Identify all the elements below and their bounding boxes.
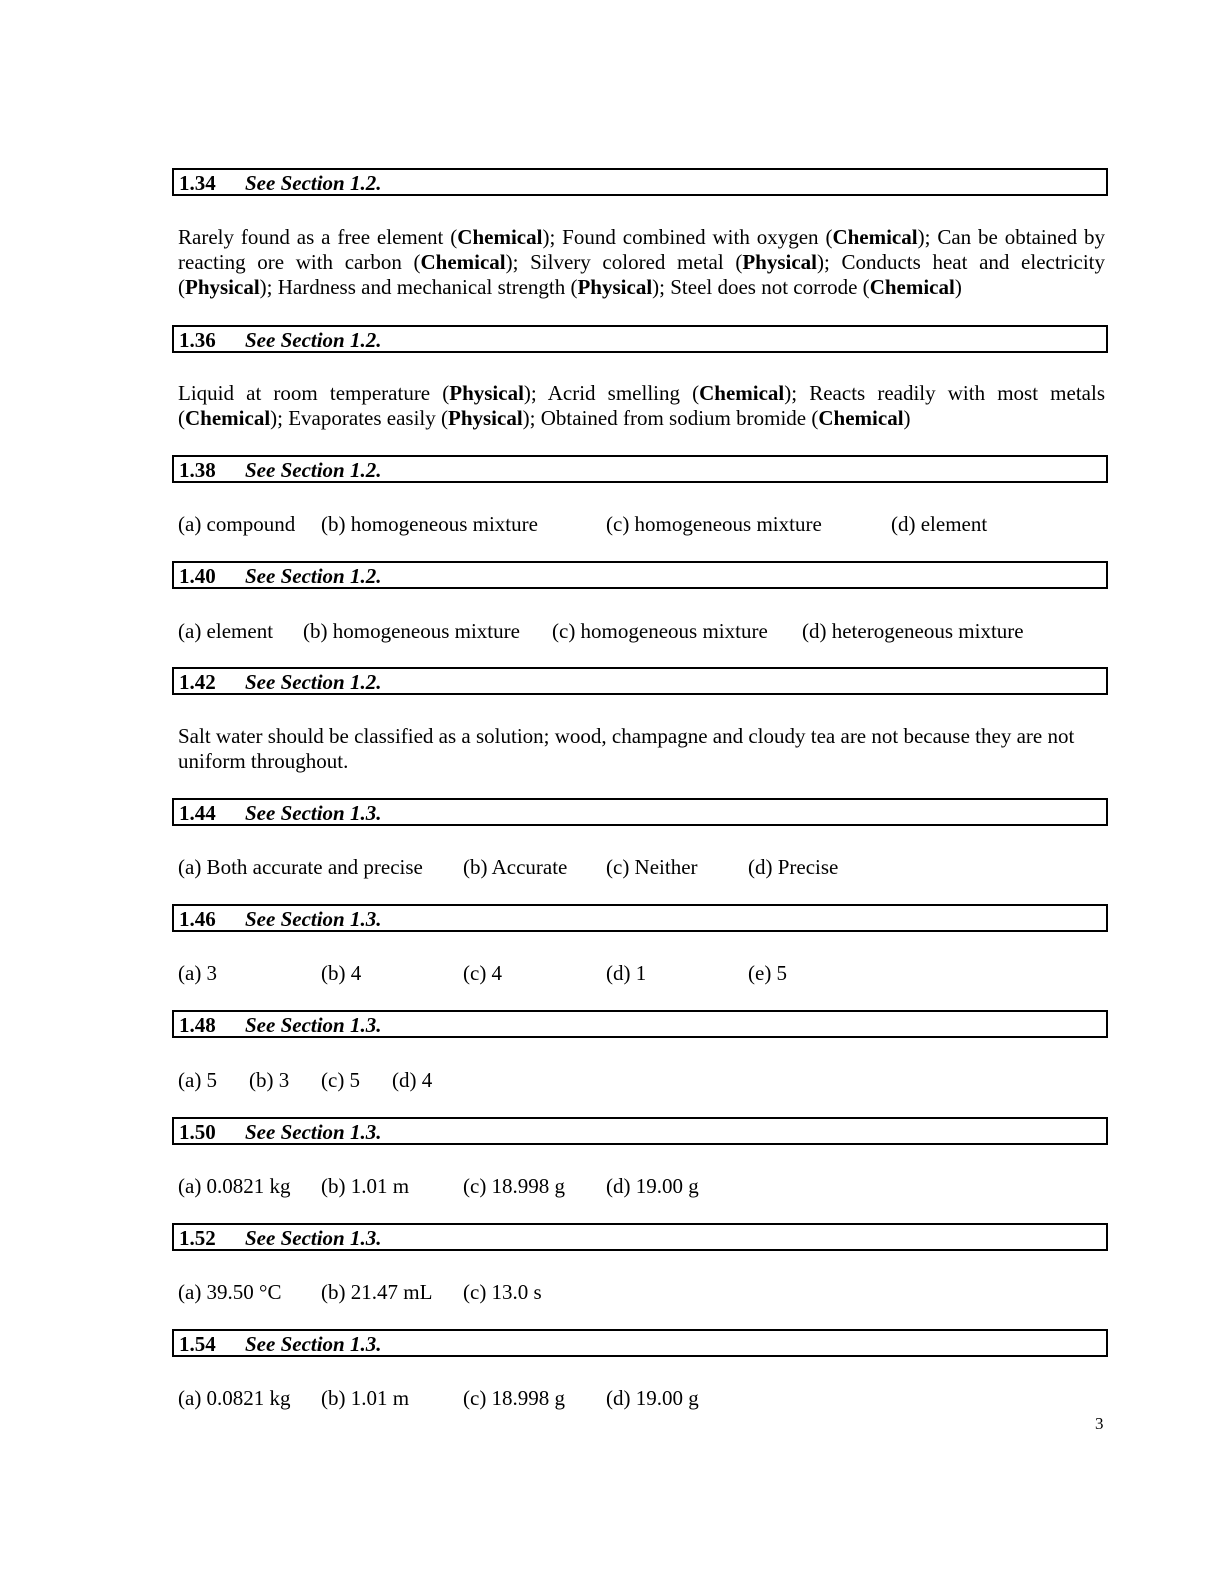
section-reference: See Section 1.2.	[245, 670, 382, 694]
section-reference: See Section 1.2.	[245, 171, 382, 195]
answer-item: (c) 5	[321, 1068, 361, 1092]
property-label: Physical	[448, 406, 523, 430]
answer-item: (d) heterogeneous mixture	[802, 619, 1024, 643]
text-run: ); Can be obtained by reacting ore with carbon (	[178, 225, 1105, 274]
section-number: 1.42	[179, 670, 216, 694]
section-reference: See Section 1.3.	[245, 907, 382, 931]
answer-item: (d) element	[891, 512, 988, 536]
text-run: ); Found combined with oxygen (	[542, 225, 833, 249]
answer-item: (d) 19.00 g	[606, 1386, 699, 1410]
answer-item: (b) 1.01 m	[321, 1174, 410, 1198]
section-number: 1.48	[179, 1013, 216, 1037]
section-number: 1.40	[179, 564, 216, 588]
section-header	[172, 325, 1108, 353]
answer-item: (a) Both accurate and precise	[178, 855, 423, 879]
section-number: 1.46	[179, 907, 216, 931]
property-label: Chemical	[869, 275, 955, 299]
answer-item: (d) 19.00 g	[606, 1174, 699, 1198]
section-number: 1.38	[179, 458, 216, 482]
section-reference: See Section 1.2.	[245, 564, 382, 588]
text-run: )	[954, 275, 962, 299]
property-label: Physical	[449, 381, 524, 405]
text-run: ); Acrid smelling (	[523, 381, 700, 405]
section-header	[172, 561, 1108, 589]
answer-item: (c) homogeneous mixture	[552, 619, 768, 643]
text-run: ); Conducts heat and electricity (	[178, 250, 1105, 299]
section-number: 1.50	[179, 1120, 216, 1144]
section-number: 1.54	[179, 1332, 216, 1356]
section-reference: See Section 1.3.	[245, 1120, 382, 1144]
answer-item: (b) 1.01 m	[321, 1386, 410, 1410]
text-run: ); Silvery colored metal (	[505, 250, 743, 274]
answer-item: (a) 3	[178, 961, 218, 985]
property-label: Chemical	[699, 381, 785, 405]
answer-item: (c) 18.998 g	[463, 1386, 566, 1410]
section-reference: See Section 1.2.	[245, 328, 382, 352]
text-run: ); Steel does not corrode (	[652, 275, 870, 299]
answer-paragraph	[178, 381, 1105, 431]
text-run: Liquid at room temperature (	[178, 381, 450, 405]
section-header	[172, 904, 1108, 932]
section-number: 1.44	[179, 801, 216, 825]
answer-item: (b) 21.47 mL	[321, 1280, 433, 1304]
answer-paragraph	[178, 225, 1105, 300]
property-label: Chemical	[185, 406, 271, 430]
section-number: 1.52	[179, 1226, 216, 1250]
answer-item: (d) 4	[392, 1068, 433, 1092]
answer-item: (b) 4	[321, 961, 362, 985]
answer-item: (c) 18.998 g	[463, 1174, 566, 1198]
text-run: Rarely found as a free element (	[178, 225, 458, 249]
property-label: Chemical	[832, 225, 918, 249]
property-label: Chemical	[420, 250, 506, 274]
answer-item: (a) 5	[178, 1068, 218, 1092]
answer-item: (a) 0.0821 kg	[178, 1386, 291, 1410]
section-number: 1.36	[179, 328, 216, 352]
answer-item: (b) homogeneous mixture	[303, 619, 520, 643]
answer-item: (a) compound	[178, 512, 296, 536]
answer-item: (c) 13.0 s	[463, 1280, 542, 1304]
text-run: ); Reacts readily with most metals (	[178, 381, 1105, 430]
answer-item: (d) Precise	[748, 855, 839, 879]
section-header	[172, 1329, 1108, 1357]
text-run: ); Evaporates easily (	[270, 406, 448, 430]
section-number: 1.34	[179, 171, 216, 195]
answer-item: (e) 5	[748, 961, 788, 985]
section-header	[172, 168, 1108, 196]
answer-item: (b) Accurate	[463, 855, 568, 879]
section-reference: See Section 1.2.	[245, 458, 382, 482]
text-run: )	[903, 406, 911, 430]
property-label: Chemical	[818, 406, 904, 430]
section-reference: See Section 1.3.	[245, 801, 382, 825]
page-number: 3	[1095, 1414, 1104, 1433]
answer-item: (d) 1	[606, 961, 647, 985]
property-label: Physical	[577, 275, 653, 299]
section-reference: See Section 1.3.	[245, 1332, 382, 1356]
section-header	[172, 798, 1108, 826]
answer-item: (a) 0.0821 kg	[178, 1174, 291, 1198]
section-header	[172, 455, 1108, 483]
section-header	[172, 1010, 1108, 1038]
section-reference: See Section 1.3.	[245, 1226, 382, 1250]
answer-item: (b) homogeneous mixture	[321, 512, 538, 536]
answer-item: (a) element	[178, 619, 274, 643]
text-run: ); Hardness and mechanical strength (	[259, 275, 578, 299]
section-header	[172, 667, 1108, 695]
answer-paragraph: Salt water should be classified as a solution; wood, champagne and cloudy tea are not because they are not uniform throughout.	[178, 724, 1075, 773]
answer-item: (c) Neither	[606, 855, 698, 879]
answer-item: (c) homogeneous mixture	[606, 512, 822, 536]
section-reference: See Section 1.3.	[245, 1013, 382, 1037]
property-label: Physical	[742, 250, 817, 274]
text-run: ); Obtained from sodium bromide (	[522, 406, 819, 430]
property-label: Physical	[185, 275, 260, 299]
answer-item: (a) 39.50 °C	[178, 1280, 282, 1304]
answer-item: (c) 4	[463, 961, 503, 985]
answer-item: (b) 3	[249, 1068, 290, 1092]
property-label: Chemical	[457, 225, 543, 249]
section-header	[172, 1117, 1108, 1145]
section-header	[172, 1223, 1108, 1251]
